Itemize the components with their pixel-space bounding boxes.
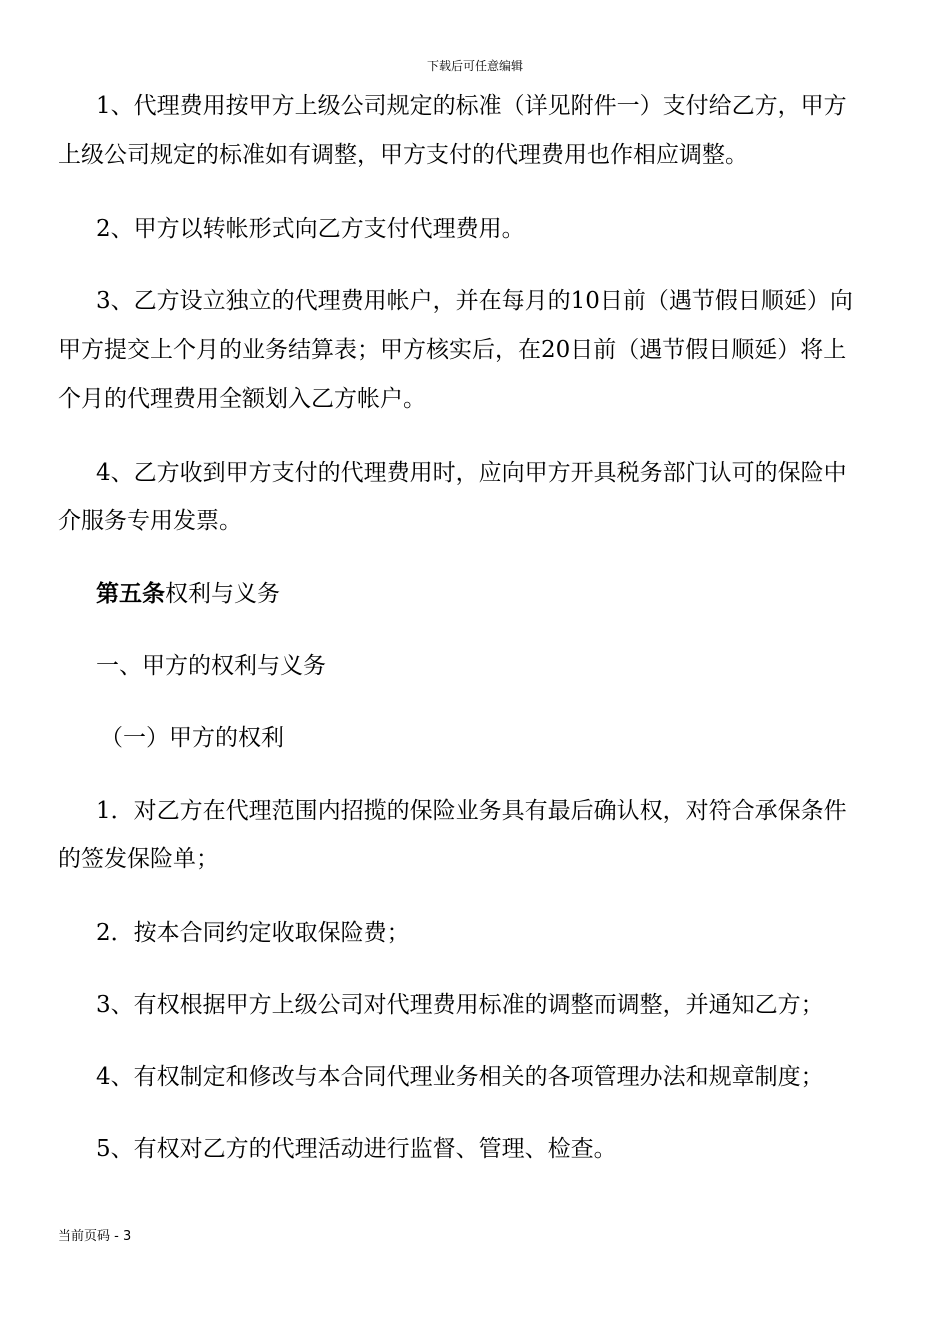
paragraph-3-line-1: 3、乙方设立独立的代理费用帐户，并在每月的10日前（遇节假日顺延）向 xyxy=(96,288,853,314)
paragraph-3-line-3: 个月的代理费用全额划入乙方帐户。 xyxy=(58,386,426,412)
right-item-4: 4、有权制定和修改与本合同代理业务相关的各项管理办法和规章制度； xyxy=(96,1064,824,1090)
section-1-heading: 一、甲方的权利与义务 xyxy=(96,653,326,679)
paragraph-4-line-1: 4、乙方收到甲方支付的代理费用时，应向甲方开具税务部门认可的保险中 xyxy=(96,460,847,486)
article-5-title: 权利与义务 xyxy=(165,581,280,607)
paragraph-2: 2、甲方以转帐形式向乙方支付代理费用。 xyxy=(96,216,525,242)
subsection-1-heading: （一）甲方的权利 xyxy=(100,725,284,751)
paragraph-1-line-2: 上级公司规定的标准如有调整，甲方支付的代理费用也作相应调整。 xyxy=(58,142,748,168)
header-note: 下载后可任意编辑 xyxy=(426,59,523,73)
paragraph-4-line-2: 介服务专用发票。 xyxy=(58,508,242,534)
right-item-5: 5、有权对乙方的代理活动进行监督、管理、检查。 xyxy=(96,1136,617,1162)
article-5-number: 第五条 xyxy=(96,580,165,607)
right-item-3: 3、有权根据甲方上级公司对代理费用标准的调整而调整，并通知乙方； xyxy=(96,992,824,1018)
right-item-2: 2．按本合同约定收取保险费； xyxy=(96,920,410,946)
article-5-heading xyxy=(58,570,932,618)
right-item-1-line-1: 1．对乙方在代理范围内招揽的保险业务具有最后确认权，对符合承保条件 xyxy=(96,798,847,824)
paragraph-3-line-2: 甲方提交上个月的业务结算表；甲方核实后，在20日前（遇节假日顺延）将上 xyxy=(58,337,847,363)
page-number: 当前页码 - 3 xyxy=(58,1229,132,1244)
paragraph-1-line-1: 1、代理费用按甲方上级公司规定的标准（详见附件一）支付给乙方，甲方 xyxy=(96,93,847,119)
right-item-1-line-2: 的签发保险单； xyxy=(58,846,219,872)
